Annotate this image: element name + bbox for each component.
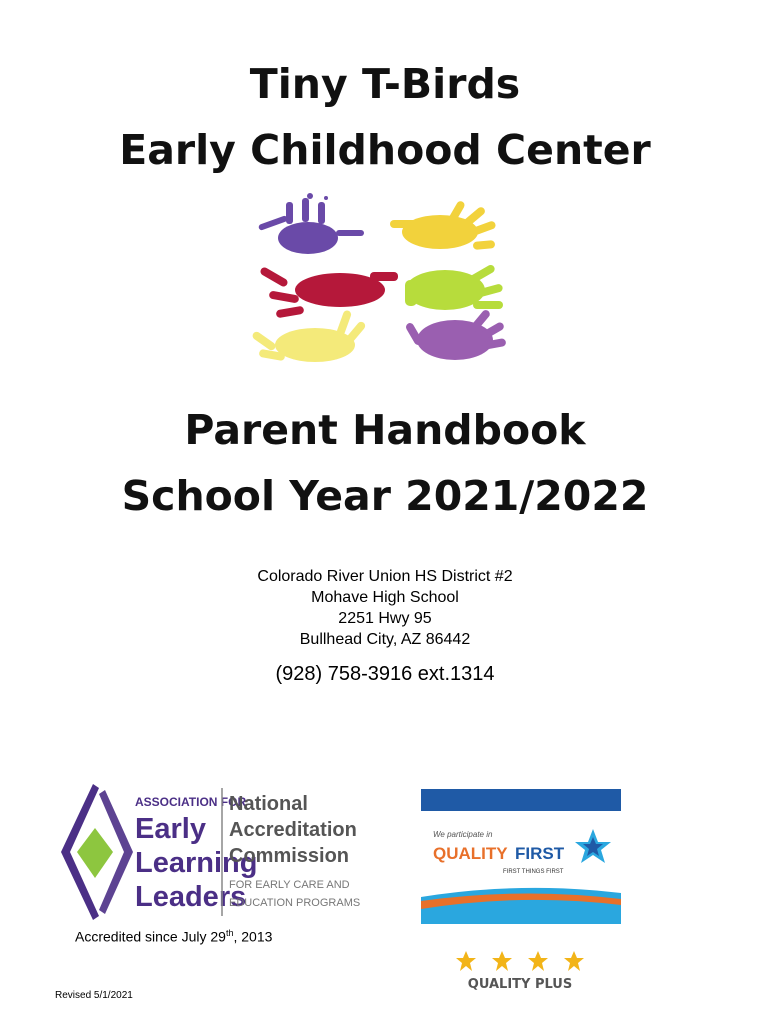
center-name-line1: Tiny T-Birds: [249, 60, 521, 108]
nac-line1: National: [229, 793, 308, 815]
handbook-title-line2: School Year 2021/2022: [121, 472, 649, 520]
qf-brand-first: FIRST: [515, 844, 565, 863]
aell-line3: Learning: [135, 847, 258, 879]
qf-brand-quality: QUALITY: [433, 844, 508, 863]
green-handprint: [405, 264, 504, 310]
yellow-handprint: [390, 200, 497, 250]
center-name-line2: Early Childhood Center: [119, 126, 651, 174]
nac-line5: EDUCATION PROGRAMS: [229, 897, 361, 909]
aell-line1: ASSOCIATION FOR: [135, 795, 247, 809]
red-handprint: [259, 266, 398, 318]
city-address: Bullhead City, AZ 86442: [299, 631, 471, 648]
district-name: Colorado River Union HS District #2: [257, 568, 513, 585]
nac-line4: FOR EARLY CARE AND: [229, 879, 350, 891]
star-rating-icons: [456, 951, 584, 971]
purple-handprint: [258, 193, 364, 254]
accreditation-note: Accredited since July 29th, 2013: [75, 928, 273, 945]
aell-line2: Early: [135, 813, 206, 845]
nac-line3: Commission: [229, 845, 350, 867]
svg-text:QUALITY FIRST: [433, 844, 565, 863]
phone-number: (928) 758-3916 ext.1314: [275, 663, 495, 685]
light-yellow-handprint: [251, 309, 367, 362]
handprints-illustration: [240, 190, 540, 380]
aell-diamond-icon: [61, 784, 133, 920]
nac-line2: Accreditation: [229, 819, 357, 841]
quality-plus-badge: [450, 950, 590, 992]
revision-date: Revised 5/1/2021: [55, 990, 133, 1001]
street-address: 2251 Hwy 95: [338, 610, 432, 627]
violet-handprint: [405, 308, 507, 360]
school-name: Mohave High School: [311, 589, 459, 606]
qf-tagline: We participate in: [433, 830, 493, 839]
aell-line4: Leaders: [135, 881, 247, 913]
quality-first-logo: [421, 789, 621, 924]
quality-plus-label: QUALITY PLUS: [467, 977, 573, 992]
contact-block: [0, 566, 770, 650]
aell-accreditation-logo: [55, 782, 361, 922]
handbook-title-line1: Parent Handbook: [184, 406, 586, 454]
qf-sub: FIRST THINGS FIRST: [503, 869, 564, 875]
